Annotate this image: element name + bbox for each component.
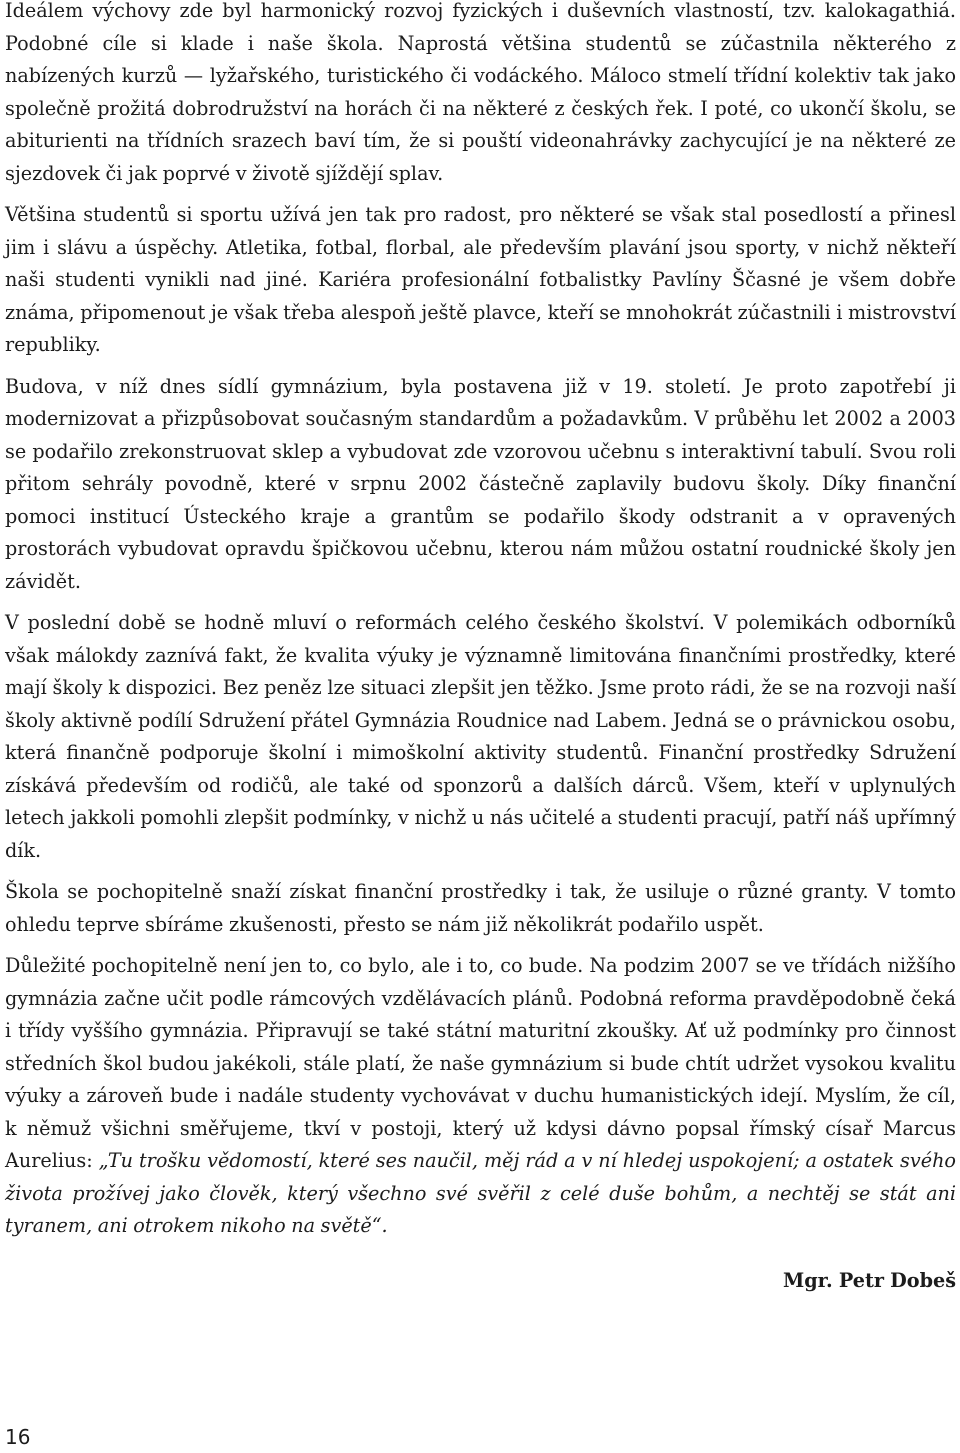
paragraph-future-text: Důležité pochopitelně není jen to, co bylo, ale i to, co bude. Na podzim 2007 se ve třídách nižšího gymnázia začne učit podle rámcových vzdělávacích plánů. Podobná reforma pravděpodobně čeká i třídy vyššího gymnázia. Připravují se také státní maturitní zkoušky. Ať už podmínky pro činnost středních škol budou jakékoli, stále platí, že naše gymnázium si bude chtít udržet vysokou kvalitu výuky a zároveň bude i nadále studenty vychovávat v duchu humanistických idejí. Myslím, že cíl, k němuž všichni směřujeme, tkví v postoji, který už kdysi dávno popsal římský císař Marcus Aurelius:: [5, 954, 956, 1172]
article-body: [5, 0, 956, 1297]
paragraph-reform-funding: V poslední době se hodně mluví o reformách celého českého školství. V polemikách odborníků však málokdy zaznívá fakt, že kvalita výuky je významně limitována finančními prostředky, které mají školy k dispozici. Bez peněz lze situaci zlepšit jen těžko. Jsme proto rádi, že se na rozvoji naší školy aktivně podílí Sdružení přátel Gymnázia Roudnice nad Labem. Jedná se o právnickou osobu, která finančně podporuje školní i mimoškolní aktivity studentů. Finanční prostředky Sdružení získává především od rodičů, ale také od sponzorů a dalších dárců. Všem, kteří v uplynulých letech jakkoli pomohli zlepšit podmínky, v nichž u nás učitelé a studenti pracují, patří náš upřímný dík.: [5, 611, 956, 862]
author-signature: Mgr. Petr Dobeš: [783, 1268, 956, 1292]
paragraph-future: [5, 950, 956, 1243]
paragraph-grants: Škola se pochopitelně snaží získat finanční prostředky i tak, že usiluje o různé granty. V tomto ohledu teprve sbíráme zkušenosti, přesto se nám již několikrát podařilo uspět.: [5, 880, 956, 936]
marcus-aurelius-quote: „Tu trošku vědomostí, které ses naučil, měj rád a v ní hledej uspokojení; a ostatek svého života prožívej jako člověk, který všechno své svěřil z celé duše bohům, a nechtěj se stát ani tyranem, ani otrokem nikoho na světě“.: [5, 1149, 956, 1237]
paragraph-sport-success: Většina studentů si sportu užívá jen tak pro radost, pro některé se však stal posedlostí a přinesl jim i slávu a úspěchy. Atletika, fotbal, florbal, ale především plavání jsou sporty, v nichž někteří naši studenti vynikli nad jiné. Kariéra profesionální fotbalistky Pavlíny Ščasné je všem dobře známa, připomenout je však třeba alespoň ještě plavce, kteří se mnohokrát zúčastnili i mistrovství republiky.: [5, 203, 956, 356]
paragraph-building: Budova, v níž dnes sídlí gymnázium, byla postavena již v 19. století. Je proto zapotřebí ji modernizovat a přizpůsobovat současným standardům a požadavkům. V průběhu let 2002 a 2003 se podařilo zrekonstruovat sklep a vybudovat zde vzorovou učebnu s interaktivní tabulí. Svou roli přitom sehrály povodně, které v srpnu 2002 částečně zaplavily budovu školy. Díky finanční pomoci institucí Ústeckého kraje a grantům se podařilo škody odstranit a v opravených prostorách vybudovat opravdu špičkovou učebnu, kterou nám můžou ostatní roudnické školy jen závidět.: [5, 374, 956, 593]
paragraph-sport-ideal: Ideálem výchovy zde byl harmonický rozvoj fyzických i duševních vlastností, tzv. kalokagathiá. Podobné cíle si klade i naše škola. Naprostá většina studentů se zúčastnila některého z nabízených kurzů — lyžařského, turistického či vodáckého. Máloco stmelí třídní kolektiv tak jako společně prožitá dobrodružství na horách či na některé z českých řek. I poté, co ukončí školu, se abiturienti na třídních srazech baví tím, že si pouští videonahrávky zachycující je na některé ze sjezdovek či jak poprvé v životě sjíždějí splav.: [5, 0, 956, 185]
page-number: 16: [5, 1425, 31, 1449]
